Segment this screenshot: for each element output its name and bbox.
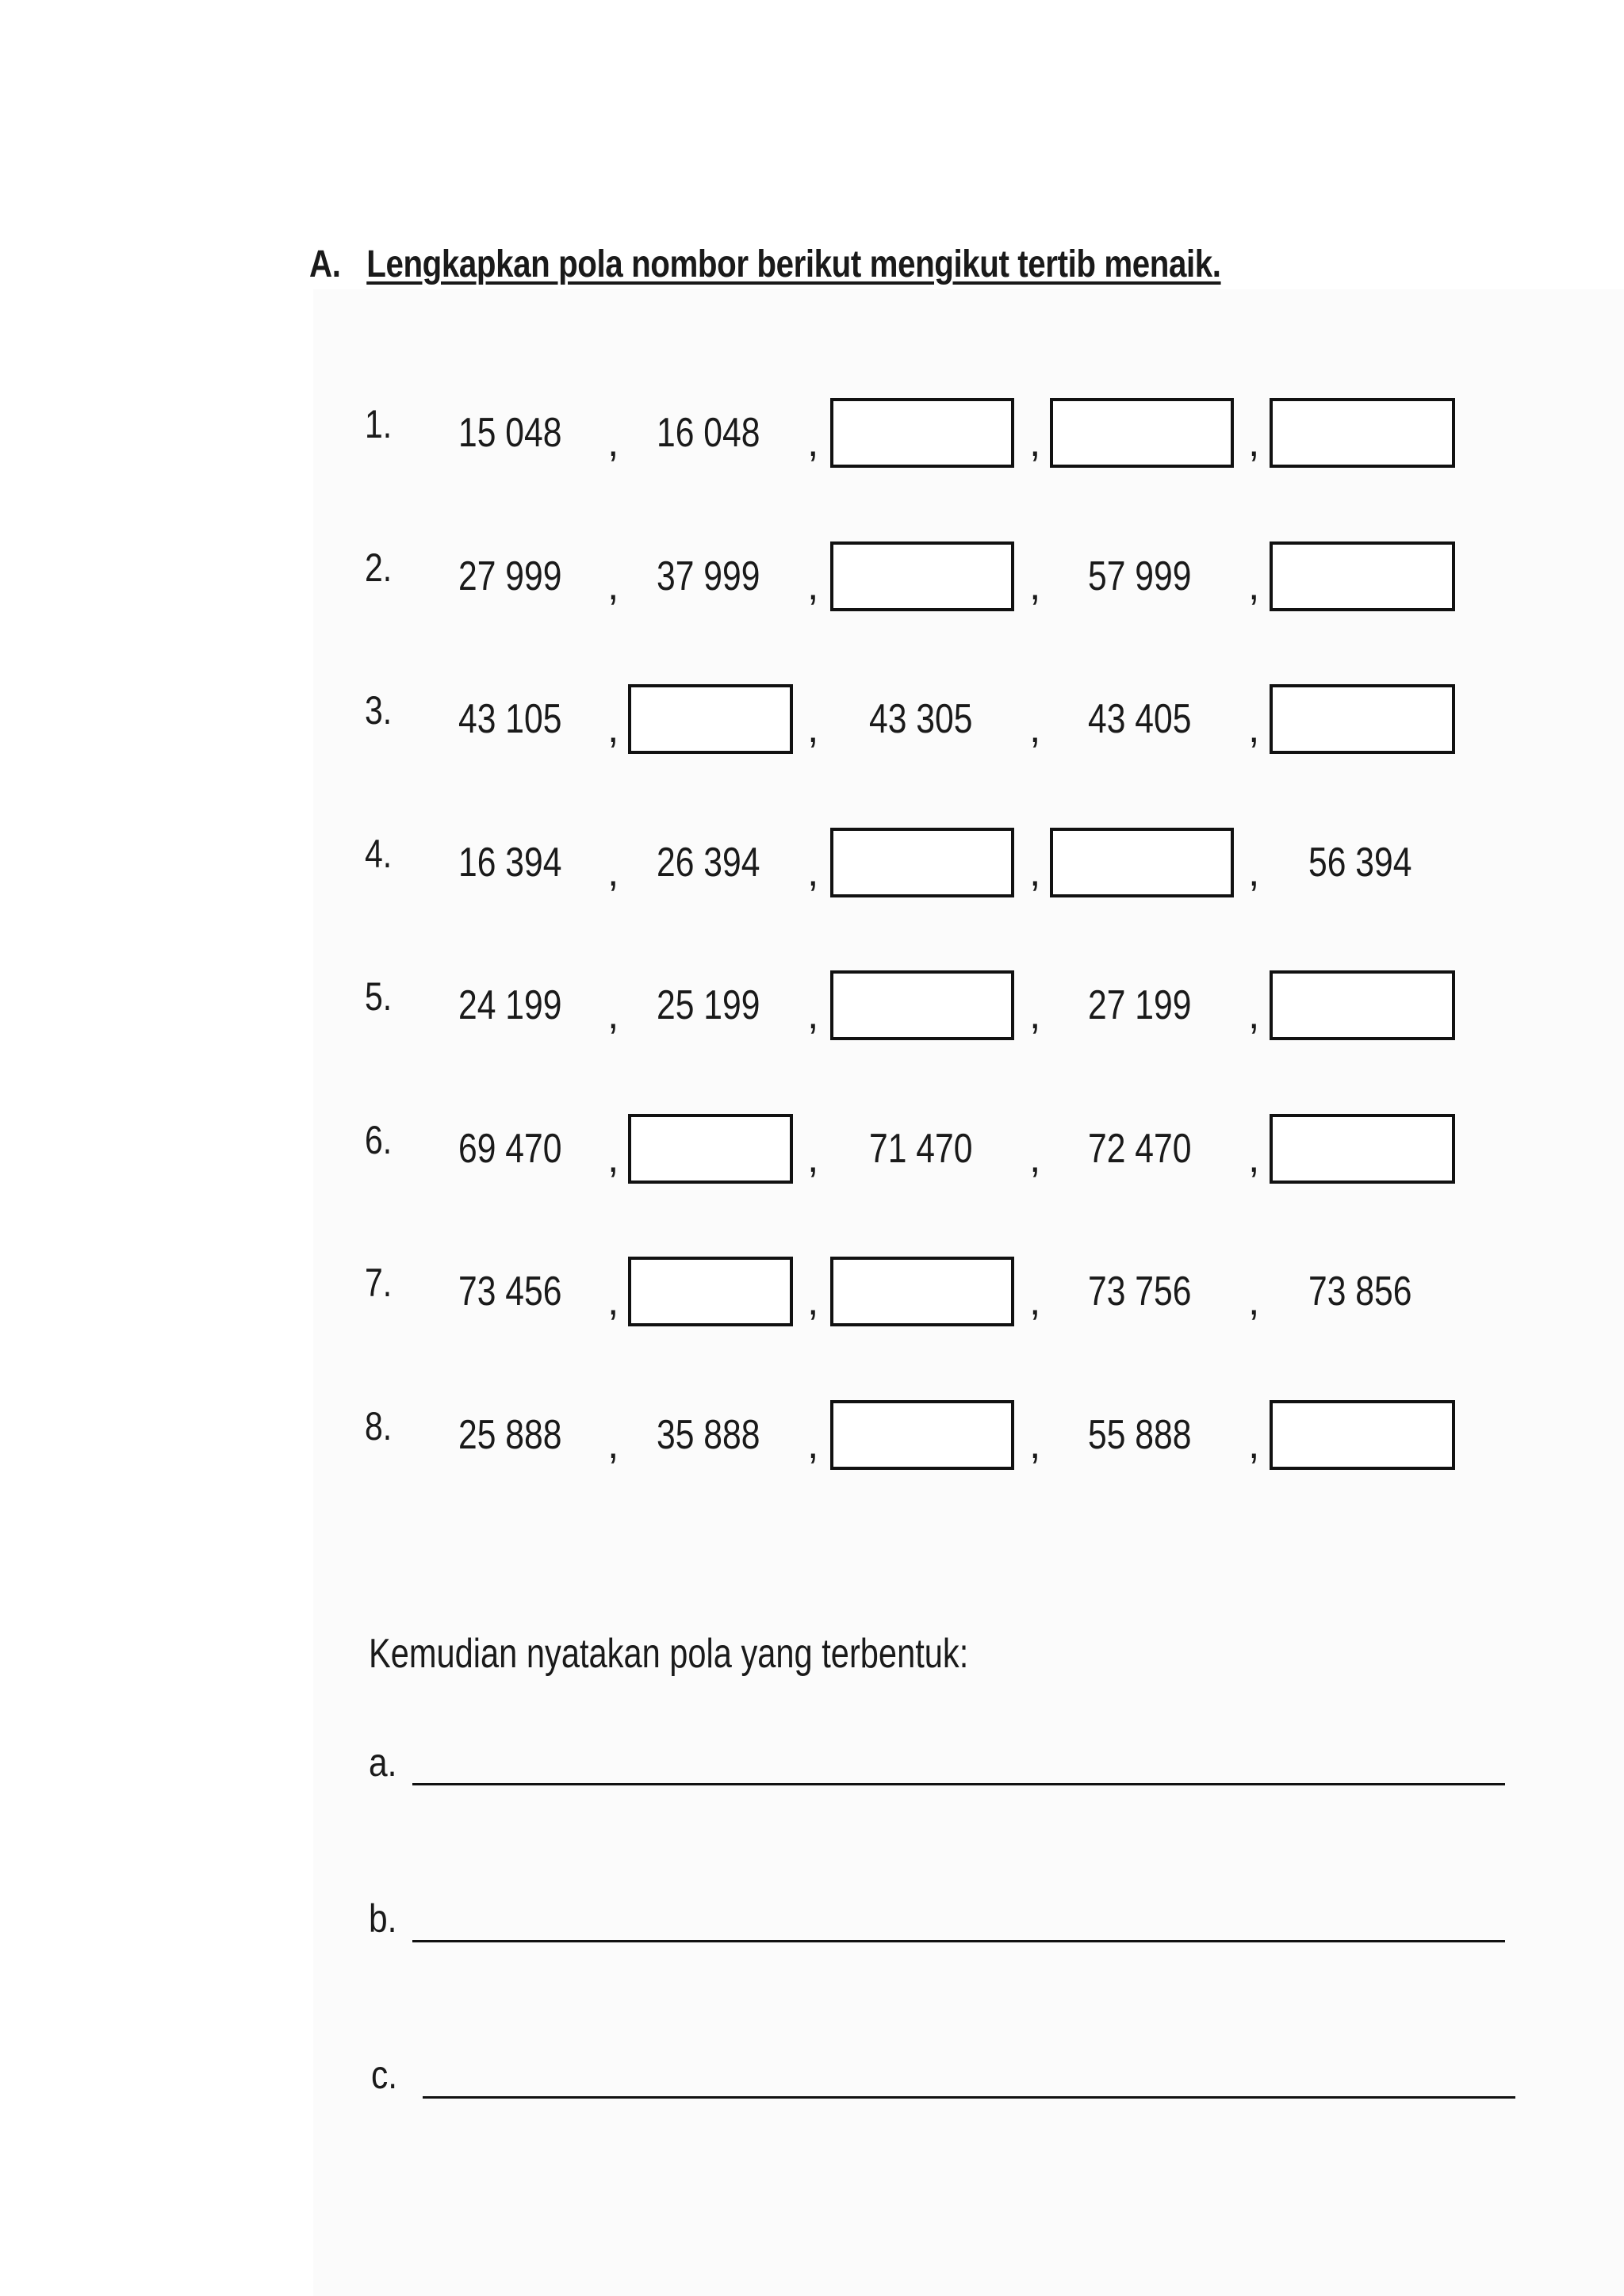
question-number: 5. [365,974,393,1019]
question-row [0,398,1624,474]
pattern-number: 26 394 [657,839,760,886]
pattern-prompt: Kemudian nyatakan pola yang terbentuk: [369,1631,969,1677]
separator-comma: , [807,1421,819,1468]
pattern-number: 55 888 [1088,1411,1192,1458]
answer-box[interactable] [1270,541,1455,611]
answer-box[interactable] [830,1257,1014,1326]
pattern-number: 57 999 [1088,553,1192,599]
question-number: 3. [365,688,393,733]
pattern-number: 35 888 [657,1411,760,1458]
separator-comma: , [1248,992,1260,1038]
answer-box[interactable] [1270,1114,1455,1184]
pattern-number: 25 199 [657,982,760,1028]
answer-box[interactable] [1050,398,1234,468]
pattern-number: 15 048 [458,410,562,456]
pattern-number: 37 999 [657,553,760,599]
pattern-number: 43 105 [458,696,562,742]
section-letter: A. [309,243,341,285]
separator-comma: , [807,419,819,465]
pattern-number: 69 470 [458,1125,562,1172]
answer-box[interactable] [1270,684,1455,754]
separator-comma: , [607,1135,619,1181]
separator-comma: , [1029,419,1041,465]
question-number: 4. [365,831,393,876]
separator-comma: , [1248,419,1260,465]
answer-line-b[interactable] [412,1940,1505,1942]
separator-comma: , [1029,1135,1041,1181]
question-number: 7. [365,1261,393,1305]
answer-label-c: c. [371,2053,398,2097]
pattern-number: 73 856 [1308,1269,1412,1314]
separator-comma: , [1029,1278,1041,1324]
question-row [0,684,1624,760]
separator-comma: , [607,562,619,609]
answer-box[interactable] [830,1400,1014,1470]
question-row [0,970,1624,1047]
separator-comma: , [607,706,619,752]
answer-label-b: b. [369,1896,397,1941]
section-heading [309,243,1221,286]
separator-comma: , [607,1421,619,1468]
separator-comma: , [807,992,819,1038]
separator-comma: , [1029,1421,1041,1468]
answer-box[interactable] [1270,970,1455,1040]
separator-comma: , [1029,848,1041,895]
separator-comma: , [807,1135,819,1181]
answer-line-a[interactable] [412,1783,1505,1785]
answer-box[interactable] [830,398,1014,468]
pattern-number: 56 394 [1308,839,1412,886]
pattern-number: 27 199 [1088,982,1192,1028]
separator-comma: , [807,1278,819,1324]
pattern-number: 25 888 [458,1411,562,1458]
separator-comma: , [607,992,619,1038]
pattern-number: 27 999 [458,553,562,599]
pattern-number: 24 199 [458,982,562,1028]
separator-comma: , [1029,562,1041,609]
separator-comma: , [1248,706,1260,752]
question-row [0,1257,1624,1333]
question-row [0,541,1624,618]
section-title: Lengkapkan pola nombor berikut mengikut tertib menaik. [366,243,1221,285]
separator-comma: , [1029,706,1041,752]
separator-comma: , [1248,562,1260,609]
answer-box[interactable] [830,828,1014,897]
question-number: 1. [365,402,393,446]
question-number: 8. [365,1403,393,1448]
separator-comma: , [607,419,619,465]
answer-box[interactable] [1050,828,1234,897]
answer-box[interactable] [1270,1400,1455,1470]
answer-label-a: a. [369,1740,397,1785]
separator-comma: , [1248,1421,1260,1468]
separator-comma: , [607,1278,619,1324]
pattern-number: 16 394 [458,839,562,886]
question-row [0,1400,1624,1476]
pattern-number: 71 470 [869,1125,973,1172]
pattern-number: 43 405 [1088,696,1192,742]
answer-box[interactable] [830,541,1014,611]
separator-comma: , [1029,992,1041,1038]
separator-comma: , [1248,848,1260,895]
answer-box[interactable] [1270,398,1455,468]
pattern-number: 72 470 [1088,1125,1192,1172]
separator-comma: , [1248,1135,1260,1181]
pattern-number: 73 456 [458,1269,562,1314]
answer-box[interactable] [628,1114,793,1184]
separator-comma: , [807,706,819,752]
pattern-number: 43 305 [869,696,973,742]
answer-box[interactable] [830,970,1014,1040]
question-number: 6. [365,1117,393,1162]
separator-comma: , [607,848,619,895]
question-row [0,1114,1624,1190]
separator-comma: , [807,562,819,609]
question-number: 2. [365,545,393,590]
separator-comma: , [807,848,819,895]
question-row [0,828,1624,904]
answer-line-c[interactable] [423,2096,1515,2099]
answer-box[interactable] [628,684,793,754]
answer-box[interactable] [628,1257,793,1326]
separator-comma: , [1248,1278,1260,1324]
pattern-number: 16 048 [657,410,760,456]
pattern-number: 73 756 [1088,1269,1192,1314]
